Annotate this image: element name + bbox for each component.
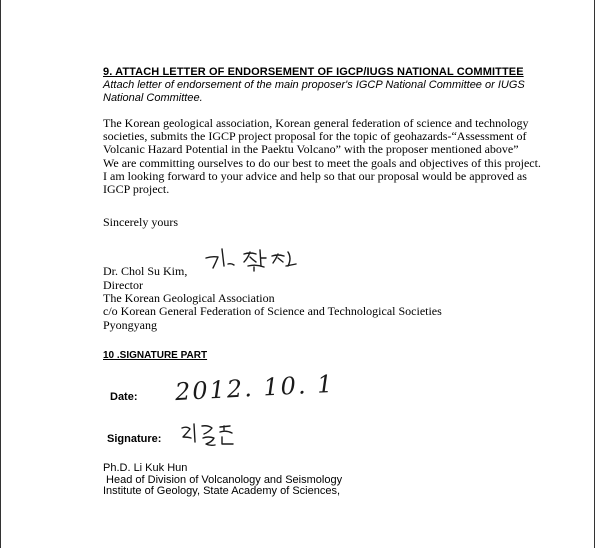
researcher-details <box>103 463 342 498</box>
date-handwritten-value: 2012. 10. 1 <box>174 369 336 407</box>
instruction-line-2: National Committee. <box>103 91 203 104</box>
signature-label: Signature: <box>107 433 162 445</box>
signer-city: Pyongyang <box>103 317 157 332</box>
researcher-institute: Institute of Geology, State Academy of Sciences, <box>103 485 341 497</box>
paragraph-line: societies, submits the IGCP project proposal for the topic of geohazards-“Assessment of <box>103 129 527 144</box>
handwritten-signature-director <box>200 244 305 274</box>
signer-parent-organization: c/o Korean General Federation of Science and Technological Societies <box>103 304 442 319</box>
section-9-instruction <box>103 79 525 104</box>
section-9-title: 9. ATTACH LETTER OF ENDORSEMENT OF IGCP/IUGS NATIONAL COMMITTEE <box>103 66 524 78</box>
letter-closing: Sincerely yours <box>103 215 178 229</box>
paragraph-line: I am looking forward to your advice and help so that our proposal would be approved as <box>103 168 527 183</box>
date-label: Date: <box>110 391 138 403</box>
signer-title: Director <box>103 278 143 292</box>
instruction-line-1: Attach letter of endorsement of the main proposer's IGCP National Committee or IUGS <box>103 79 525 91</box>
signer-organization: The Korean Geological Association <box>103 291 275 306</box>
researcher-name: Ph.D. Li Kuk Hun <box>103 462 188 474</box>
signer-name: Dr. Chol Su Kim, <box>103 264 188 278</box>
paragraph-line: The Korean geological association, Korean general federation of science and technology <box>103 116 529 130</box>
paragraph-line: We are committing ourselves to do our best to meet the goals and objectives of this project. <box>103 155 541 170</box>
section-10-title: 10 .SIGNATURE PART <box>103 350 208 361</box>
researcher-position: Head of Division of Volcanology and Seismology <box>103 473 343 486</box>
paragraph-line: IGCP project. <box>103 182 170 197</box>
handwritten-signature-researcher <box>178 420 248 448</box>
signer-details <box>103 279 442 332</box>
paragraph-line: Volcanic Hazard Potential in the Paektu Volcano” with the proposer mentioned above” <box>103 142 519 157</box>
letter-paragraph <box>103 117 541 196</box>
